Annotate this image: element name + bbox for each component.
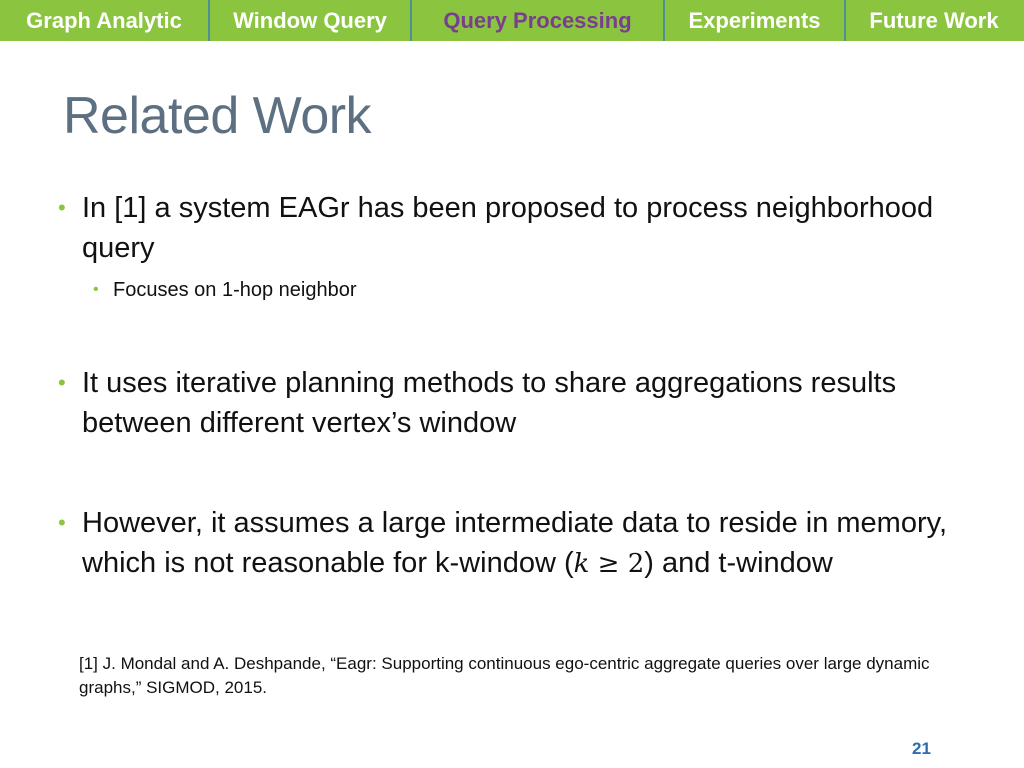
- bullet-dot-icon: •: [93, 281, 99, 298]
- nav-tab-experiments[interactable]: Experiments: [688, 7, 821, 33]
- sub-bullet-text: Focuses on 1-hop neighbor: [113, 279, 357, 301]
- bullet-text-part: However, it assumes a large intermediate data to reside in memory, which is not reasonable for k-window (: [82, 507, 948, 579]
- nav-tab-future-work[interactable]: Future Work: [869, 7, 999, 33]
- bullet-text: It uses iterative planning methods to share aggregations results between different vertex’s window: [82, 367, 897, 439]
- page-number: 21: [912, 739, 931, 758]
- section-navigation-bar: [0, 0, 1024, 41]
- sub-bullet-item: [93, 277, 357, 303]
- math-operator: ≥: [597, 549, 620, 579]
- bullet-dot-icon: •: [58, 195, 66, 220]
- slide-title: Related Work: [63, 87, 372, 145]
- bullet-item: [58, 188, 982, 268]
- nav-tab-window-query[interactable]: Window Query: [233, 7, 387, 33]
- bullet-text-part: ) and t-window: [644, 547, 833, 579]
- bullet-text: In [1] a system EAGr has been proposed to process neighborhood query: [82, 192, 934, 264]
- math-variable: k: [573, 549, 590, 579]
- nav-tab-graph-analytic[interactable]: Graph Analytic: [26, 7, 182, 33]
- bullet-item: [58, 363, 982, 443]
- bullet-dot-icon: •: [58, 370, 66, 395]
- bullet-item: [58, 503, 982, 584]
- bullet-dot-icon: •: [58, 510, 66, 535]
- reference-citation: [1] J. Mondal and A. Deshpande, “Eagr: Supporting continuous ego-centric aggregate queries over large dynamic graphs,” SIGMOD, 2015.: [79, 654, 930, 697]
- nav-tab-query-processing[interactable]: Query Processing: [443, 7, 632, 33]
- bullet-text: [82, 507, 947, 579]
- math-number: 2: [627, 549, 645, 579]
